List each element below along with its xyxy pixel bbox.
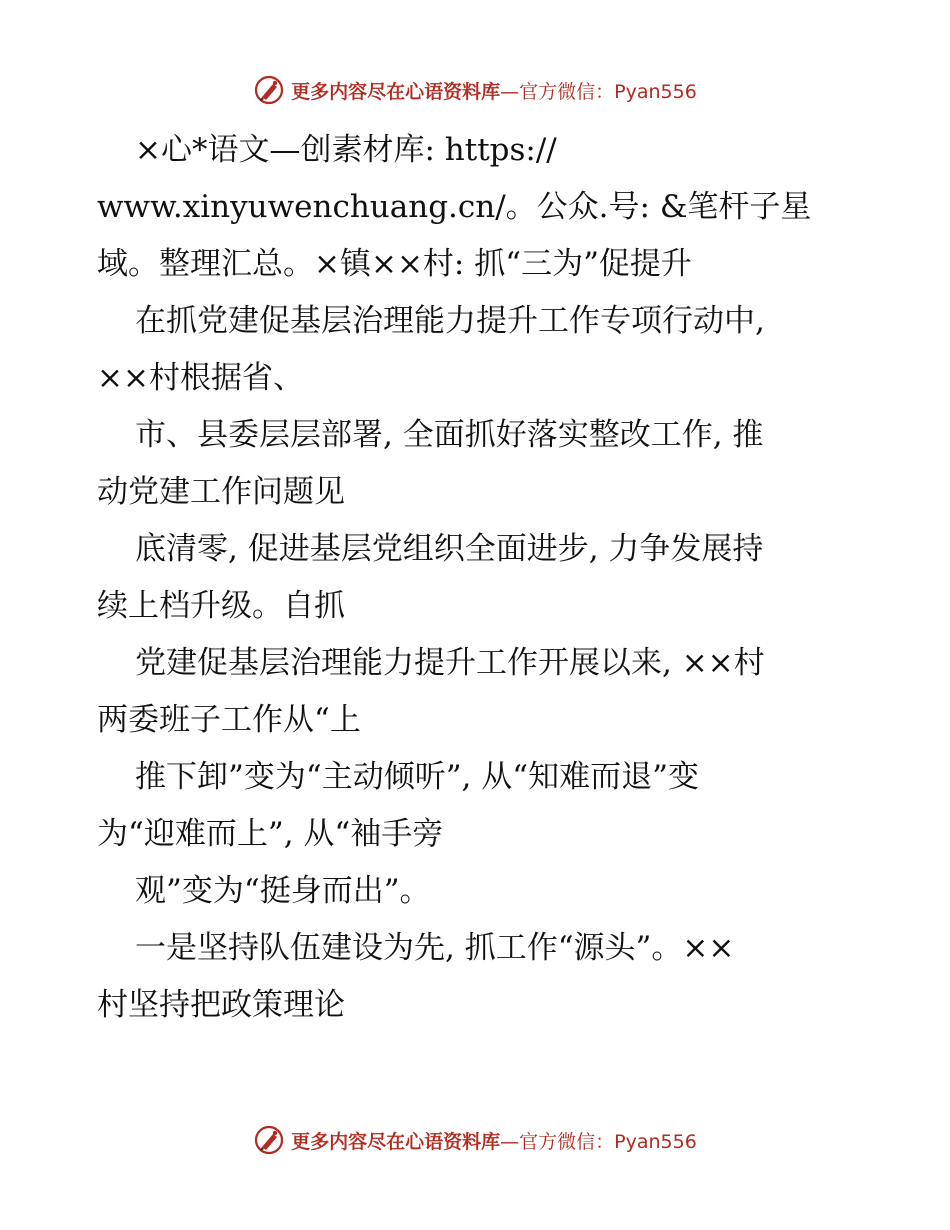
text-line: 村坚持把政策理论 <box>97 987 345 1023</box>
text-line: ××村根据省、 <box>97 360 304 396</box>
footer-banner-title: 更多内容尽在心语资料库 <box>291 1130 501 1153</box>
pen-logo-icon <box>253 74 285 106</box>
text-line: ×心*语文—创素材库: https:// <box>135 132 557 168</box>
footer-banner <box>0 1120 950 1160</box>
text-line: www.xinyuwenchuang.cn/。公众.号: &笔杆子星 <box>97 189 812 225</box>
text-line: 在抓党建促基层治理能力提升工作专项行动中, <box>135 303 765 339</box>
text-line: 域。整理汇总。×镇××村: 抓“三为”促提升 <box>97 246 692 282</box>
text-line: 推下卸”变为“主动倾听”, 从“知难而退”变 <box>135 759 699 795</box>
text-line: 为“迎难而上”, 从“袖手旁 <box>97 816 444 852</box>
text-line: 底清零, 促进基层党组织全面进步, 力争发展持 <box>135 531 764 567</box>
text-line: 两委班子工作从“上 <box>97 702 361 738</box>
text-line: 市、县委层层部署, 全面抓好落实整改工作, 推 <box>135 417 764 453</box>
text-line: 观”变为“挺身而出”。 <box>135 873 431 909</box>
text-line: 一是坚持队伍建设为先, 抓工作“源头”。×× <box>135 930 735 966</box>
footer-banner-wechat: —官方微信：Pyan556 <box>500 1130 697 1153</box>
text-line: 续上档升级。自抓 <box>97 588 345 624</box>
text-line: 党建促基层治理能力提升工作开展以来, ××村 <box>135 645 765 681</box>
document-body <box>97 122 857 1034</box>
header-banner <box>0 70 950 110</box>
pen-logo-icon <box>253 1124 285 1156</box>
header-banner-wechat: —官方微信：Pyan556 <box>500 80 697 103</box>
header-banner-title: 更多内容尽在心语资料库 <box>291 80 501 103</box>
text-line: 动党建工作问题见 <box>97 474 345 510</box>
